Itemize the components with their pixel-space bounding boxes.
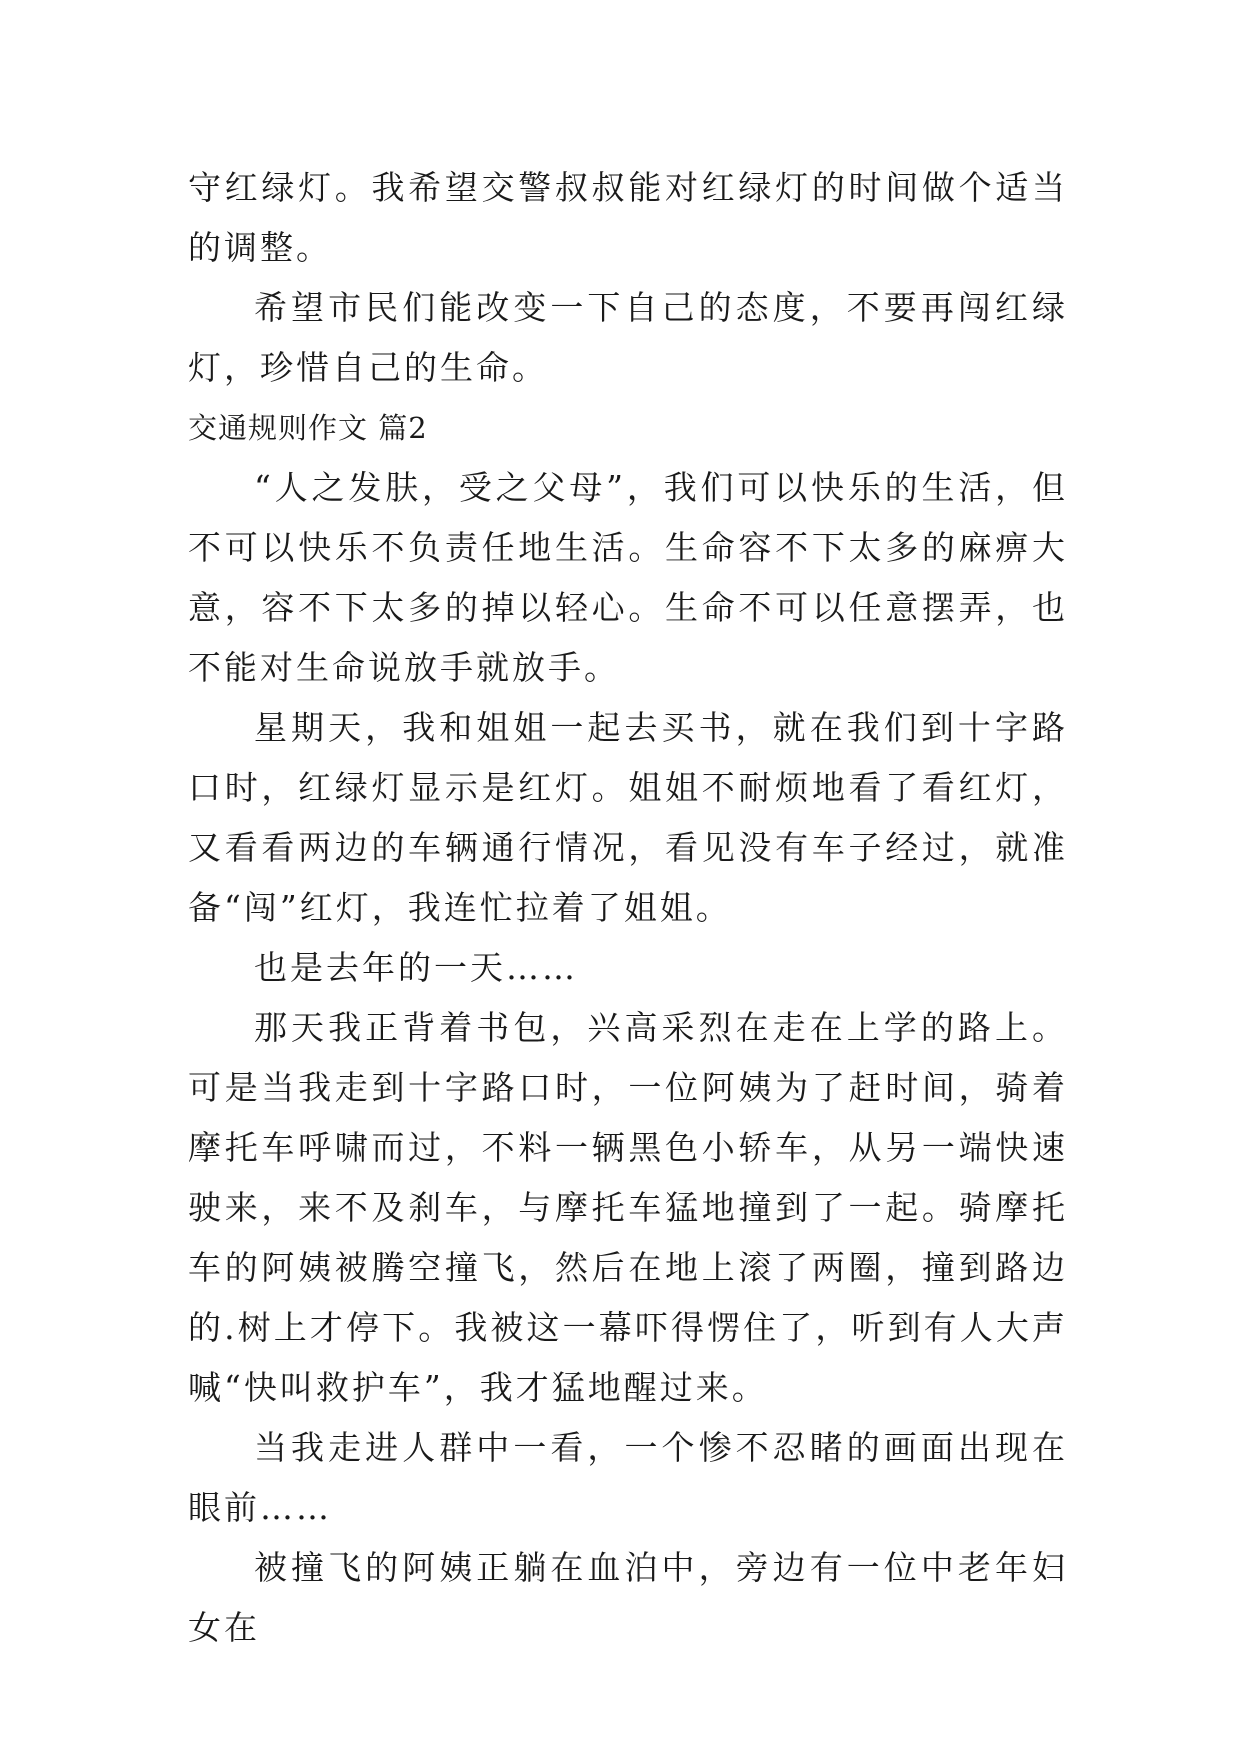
paragraph-victim: 被撞飞的阿姨正躺在血泊中，旁边有一位中老年妇女在 [188,1548,1068,1647]
paragraph-continuation: 守红绿灯。我希望交警叔叔能对红绿灯的时间做个适当的调整。 [188,168,1068,267]
paragraph-sunday: 星期天，我和姐姐一起去买书，就在我们到十字路口时，红绿灯显示是红灯。姐姐不耐烦地看了看红灯，又看看两边的车辆通行情况，看见没有车子经过，就准备“闯”红灯，我连忙拉着了姐姐。 [188,708,1068,927]
document-body [188,158,1068,1658]
paragraph-last-year: 也是去年的一天…… [254,948,578,987]
paragraph-hope: 希望市民们能改变一下自己的态度，不要再闯红绿灯，珍惜自己的生命。 [188,288,1068,387]
paragraph-crowd: 当我走进人群中一看，一个惨不忍睹的画面出现在眼前…… [188,1428,1068,1527]
section-heading: 交通规则作文 篇2 [188,411,428,445]
paragraph-intro: “人之发肤，受之父母”，我们可以快乐的生活，但不可以快乐不负责任地生活。生命容不下太多的麻痹大意，容不下太多的掉以轻心。生命不可以任意摆弄，也不能对生命说放手就放手。 [188,468,1068,687]
paragraph-accident: 那天我正背着书包，兴高采烈在走在上学的路上。可是当我走到十字路口时，一位阿姨为了赶时间，骑着摩托车呼啸而过，不料一辆黑色小轿车，从另一端快速驶来，来不及刹车，与摩托车猛地撞到了一起。骑摩托车的阿姨被腾空撞飞，然后在地上滚了两圈，撞到路边的.树上才停下。我被这一幕吓得愣住了，听到有人大声喊“快叫救护车”，我才猛地醒过来。 [188,1008,1068,1407]
